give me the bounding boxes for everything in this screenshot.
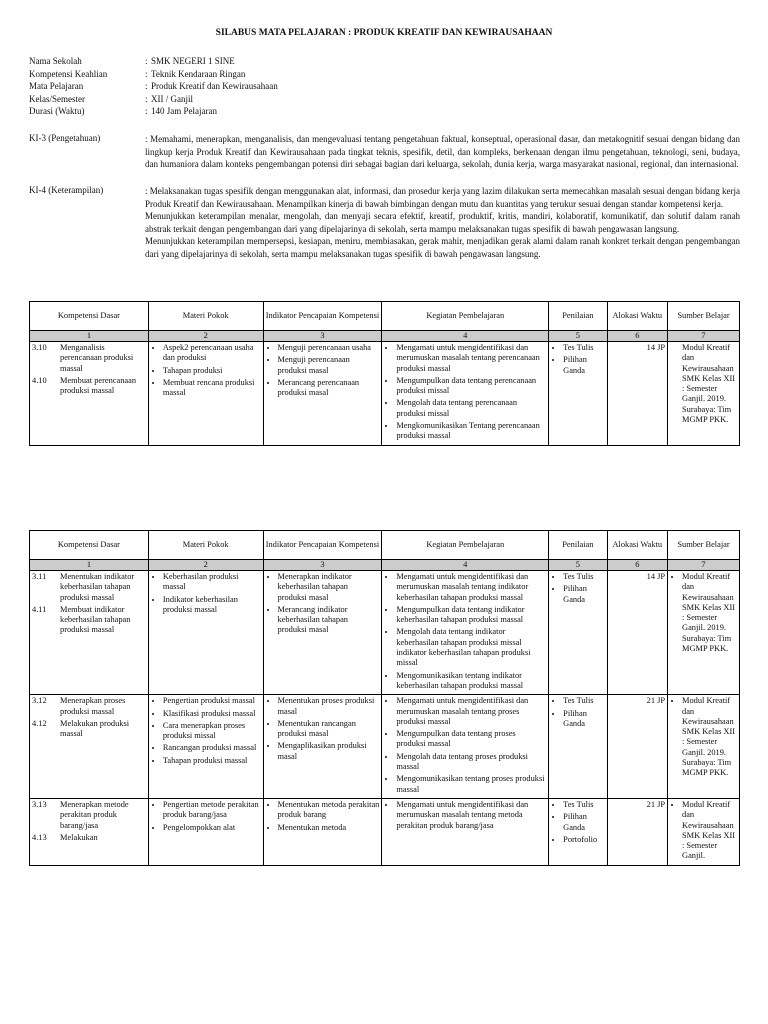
column-number: 5 bbox=[549, 560, 607, 571]
kd-cell bbox=[30, 798, 149, 865]
indikator-cell bbox=[263, 342, 382, 446]
kd-text: Membuat perencanaan produksi massal bbox=[60, 375, 137, 396]
kd-text: Menerapkan proses produksi massal bbox=[60, 696, 126, 716]
alokasi-cell: 14 JP bbox=[607, 571, 667, 695]
indikator-list bbox=[266, 343, 380, 398]
materi-cell bbox=[148, 695, 263, 799]
penilaian-list bbox=[551, 572, 604, 605]
penilaian-item: • Tes Tulis bbox=[563, 696, 604, 706]
indikator-list bbox=[266, 800, 380, 833]
column-header: Alokasi Waktu bbox=[607, 531, 667, 560]
ki3-block bbox=[29, 133, 740, 171]
materi-cell bbox=[148, 342, 263, 446]
meta-colon: : bbox=[145, 56, 148, 66]
meta-row bbox=[29, 68, 278, 81]
column-header: Kegiatan Pembelajaran bbox=[382, 531, 549, 560]
materi-item: • Pengelompokkan alat bbox=[163, 823, 261, 833]
sumber-cell bbox=[668, 342, 740, 446]
number-row bbox=[30, 560, 740, 571]
table-row bbox=[30, 695, 740, 799]
column-header: Kompetensi Dasar bbox=[30, 302, 149, 331]
kd-entry bbox=[32, 376, 146, 397]
materi-cell bbox=[148, 798, 263, 865]
column-number: 5 bbox=[549, 331, 607, 342]
kd-entry bbox=[32, 719, 146, 740]
kd-cell bbox=[30, 571, 149, 695]
materi-list bbox=[151, 696, 261, 766]
indikator-item: • Menguji perencanaan produksi masal bbox=[278, 355, 380, 376]
indikator-item: • Menentukan rancangan produksi masal bbox=[278, 719, 380, 740]
column-number: 3 bbox=[263, 560, 382, 571]
kd-cell bbox=[30, 342, 149, 446]
materi-item: • Pengertian metode perakitan produk barang/jasa bbox=[163, 800, 261, 821]
meta-colon: : bbox=[145, 106, 148, 117]
kd-number: 4.13 bbox=[32, 832, 47, 842]
penilaian-item: • Pilihan Ganda bbox=[563, 355, 604, 376]
kegiatan-item: • Mengolah data tentang perencanaan produksi missal bbox=[396, 398, 546, 419]
kd-text: Menerapkan metode perakitan produk barang/jasa bbox=[60, 799, 129, 830]
penilaian-cell bbox=[549, 798, 607, 865]
kegiatan-list bbox=[384, 572, 546, 691]
ki4-block bbox=[29, 185, 740, 261]
meta-label: Mata Pelajaran bbox=[29, 81, 84, 92]
kegiatan-item: • Mengomunikasikan tentang indikator keberhasilan tahapan produksi massal bbox=[396, 671, 546, 692]
table-row bbox=[30, 571, 740, 695]
meta-row bbox=[29, 80, 278, 93]
materi-item: • Tahapan produksi bbox=[163, 366, 261, 376]
kd-number: 4.12 bbox=[32, 718, 47, 728]
penilaian-item: • Tes Tulis bbox=[563, 800, 604, 810]
kegiatan-cell bbox=[382, 798, 549, 865]
indikator-item: • Menguji perencanaan usaha bbox=[278, 343, 380, 353]
sumber-item: • Modul Kreatif dan Kewirausahaan SMK Kelas XII : Semester Ganjil. bbox=[682, 800, 737, 862]
meta-row bbox=[29, 93, 278, 106]
column-header: Indikator Pencapaian Kompetensi bbox=[263, 302, 382, 331]
meta-value: Produk Kreatif dan Kewirausahaan bbox=[151, 81, 278, 92]
column-number: 2 bbox=[148, 331, 263, 342]
meta-value: XII / Ganjil bbox=[151, 93, 193, 104]
sumber-item: • Modul Kreatif dan Kewirausahaan SMK Kelas XII : Semester Ganjil. 2019. Surabaya: Tim MGMP PKK. bbox=[682, 696, 737, 778]
materi-cell bbox=[148, 571, 263, 695]
kegiatan-item: • Mengkomunikasikan Tentang perencanaan produksi massal bbox=[396, 421, 546, 442]
kegiatan-list bbox=[384, 343, 546, 442]
header-row bbox=[30, 302, 740, 331]
meta-value: Teknik Kendaraan Ringan bbox=[151, 68, 246, 79]
column-header: Indikator Pencapaian Kompetensi bbox=[263, 531, 382, 560]
kegiatan-item: • Mengomunikasikan tentang proses produksi massal bbox=[396, 774, 546, 795]
indikator-item: • Mengaplikasikan produksi masal bbox=[278, 741, 380, 762]
penilaian-item: • Pilihan Ganda bbox=[563, 709, 604, 730]
ki4-paragraph: Menunjukkan keterampilan mempersepsi, kesiapan, meniru, membiasakan, gerak mahir, menjadikan gerak alami dalam ranah konkret terkait dengan pengembangan dari yang dipelajarinya di sekolah, serta mampu melaksanakan tugas spesifik di bawah pengawasan langsung. bbox=[145, 236, 740, 259]
penilaian-item: • Tes Tulis bbox=[563, 572, 604, 582]
indikator-cell bbox=[263, 798, 382, 865]
materi-item: • Rancangan produksi massal bbox=[163, 743, 261, 753]
kegiatan-list bbox=[384, 800, 546, 831]
indikator-item: • Menentukan metoda bbox=[278, 823, 380, 833]
meta-row bbox=[29, 105, 278, 118]
kegiatan-item: • Mengumpulkan data tentang perencanaan produksi missal bbox=[396, 376, 546, 397]
penilaian-cell bbox=[549, 342, 607, 446]
kegiatan-list bbox=[384, 696, 546, 795]
column-header: Alokasi Waktu bbox=[607, 302, 667, 331]
ki3-text: : Memahami, menerapkan, menganalisis, dan mengevaluasi tentang pengetahuan faktual, konseptual, operasional dasar, dan metakognitif sesuai dengan bidang dan lingkup kerja Produk Kreatif dan Kewirausahaan pada tingkat teknis, spesifik, detil, dan kompleks, berkenaan dengan ilmu pengetahuan, teknologi, seni, budaya, dan humaniora dalam konteks pengembangan potensi diri sebagai bagian dari keluarga, sekolah, dunia kerja, warga masyarakat nasional, regional, dan internasional. bbox=[145, 134, 740, 170]
indikator-list bbox=[266, 572, 380, 636]
meta-colon: : bbox=[145, 93, 148, 104]
indikator-item: • Menentukan metoda perakitan produk barang bbox=[278, 800, 380, 821]
materi-item: • Indikator keberhasilan produksi massal bbox=[163, 595, 261, 616]
penilaian-list bbox=[551, 696, 604, 729]
column-number: 7 bbox=[668, 560, 740, 571]
meta-label: Durasi (Waktu) bbox=[29, 106, 85, 117]
penilaian-item: • Pilihan Ganda bbox=[563, 812, 604, 833]
sumber-cell bbox=[668, 798, 740, 865]
penilaian-cell bbox=[549, 695, 607, 799]
alokasi-cell: 14 JP bbox=[607, 342, 667, 446]
kd-entry bbox=[32, 572, 146, 603]
materi-list bbox=[151, 572, 261, 615]
kegiatan-item: • Mengumpulkan data tentang proses produksi massal bbox=[396, 729, 546, 750]
indikator-cell bbox=[263, 571, 382, 695]
column-header: Sumber Belajar bbox=[668, 531, 740, 560]
identity-block bbox=[29, 55, 278, 118]
kegiatan-cell bbox=[382, 571, 549, 695]
penilaian-item: • Tes Tulis bbox=[563, 343, 604, 353]
column-number: 3 bbox=[263, 331, 382, 342]
meta-colon: : bbox=[145, 81, 148, 92]
materi-item: • Cara menerapkan proses produksi missal bbox=[163, 721, 261, 742]
sumber-list bbox=[670, 800, 737, 862]
column-number: 2 bbox=[148, 560, 263, 571]
kegiatan-item: • Mengamati untuk mengidentifikasi dan merumuskan masalah tentang indikator keberhasilan tahapan produksi massal bbox=[396, 572, 546, 603]
ki4-paragraph: Menunjukkan keterampilan menalar, mengolah, dan menyaji secara efektif, kreatif, produktif, kritis, mandiri, kolaboratif, komunikatif, dan solutif dalam ranah abstrak terkait dengan pengembangan dari yang dipelajarinya di sekolah, serta mampu melaksanakan tugas spesifik di bawah pengawasan langsung. bbox=[145, 211, 740, 234]
sumber-text: Modul Kreatif dan Kewirausahaan SMK Kelas XII : Semester Ganjil. 2019. Surabaya: Tim MGMP PKK. bbox=[682, 343, 736, 425]
materi-item: • Keberhasilan produksi massal bbox=[163, 572, 261, 593]
meta-row bbox=[29, 55, 278, 68]
materi-list bbox=[151, 343, 261, 398]
column-number: 6 bbox=[607, 331, 667, 342]
kd-text: Melakukan produksi massal bbox=[60, 718, 130, 739]
indikator-list bbox=[266, 696, 380, 762]
meta-colon: : bbox=[145, 68, 148, 79]
kd-number: 3.11 bbox=[32, 572, 47, 581]
kd-cell bbox=[30, 695, 149, 799]
column-number: 4 bbox=[382, 331, 549, 342]
column-header: Kegiatan Pembelajaran bbox=[382, 302, 549, 331]
meta-label: Nama Sekolah bbox=[29, 56, 82, 66]
column-number: 6 bbox=[607, 560, 667, 571]
column-header: Kompetensi Dasar bbox=[30, 531, 149, 560]
sumber-item: • Modul Kreatif dan Kewirausahaan SMK Kelas XII : Semester Ganjil. 2019. Surabaya: Tim MGMP PKK. bbox=[682, 572, 737, 654]
table-row bbox=[30, 342, 740, 446]
column-header: Penilaian bbox=[549, 531, 607, 560]
column-header: Materi Pokok bbox=[148, 531, 263, 560]
kd-text: Melakukan bbox=[60, 832, 98, 842]
indikator-item: • Menerapkan indikator keberhasilan tahapan produksi masal bbox=[278, 572, 380, 603]
indikator-item: • Merancang perencanaan produksi masal bbox=[278, 378, 380, 399]
kd-number: 3.10 bbox=[32, 343, 47, 352]
indikator-item: • Merancang indikator keberhasilan tahapan produksi masal bbox=[278, 605, 380, 636]
sumber-cell bbox=[668, 695, 740, 799]
meta-label: Kompetensi Keahlian bbox=[29, 68, 108, 79]
number-row bbox=[30, 331, 740, 342]
materi-item: • Aspek2 perencanaan usaha dan produksi bbox=[163, 343, 261, 364]
sumber-list bbox=[670, 696, 737, 778]
syllabus-table-2 bbox=[29, 530, 740, 866]
materi-item: • Membuat rencana produksi massal bbox=[163, 378, 261, 399]
kegiatan-item: • Mengamati untuk mengidentifikasi dan merumuskan masalah tentang metoda perakitan produk barang/jasa bbox=[396, 800, 546, 831]
penilaian-list bbox=[551, 800, 604, 845]
kd-text: Membuat indikator keberhasilan tahapan produksi massal bbox=[60, 604, 131, 635]
kd-entry bbox=[32, 800, 146, 831]
kd-entry bbox=[32, 343, 146, 374]
kegiatan-item: • Mengamati untuk mengidentifikasi dan merumuskan masalah tentang proses produksi massal bbox=[396, 696, 546, 727]
column-number: 1 bbox=[30, 331, 149, 342]
kegiatan-item: • Mengamati untuk mengidentifikasi dan merumuskan masalah tentang perencanaan produksi massal bbox=[396, 343, 546, 374]
meta-label: Kelas/Semester bbox=[29, 93, 85, 104]
kd-entry bbox=[32, 833, 146, 843]
kd-entry bbox=[32, 696, 146, 717]
table-row bbox=[30, 798, 740, 865]
column-number: 4 bbox=[382, 560, 549, 571]
kegiatan-item: • Mengumpulkan data tentang indikator keberhasilan tahapan produksi massal bbox=[396, 605, 546, 626]
meta-value: 140 Jam Pelajaran bbox=[151, 106, 217, 117]
kd-number: 3.13 bbox=[32, 799, 47, 809]
penilaian-item: • Portofolio bbox=[563, 835, 604, 845]
kegiatan-cell bbox=[382, 695, 549, 799]
kegiatan-cell bbox=[382, 342, 549, 446]
column-header: Sumber Belajar bbox=[668, 302, 740, 331]
materi-item: • Tahapan produksi massal bbox=[163, 756, 261, 766]
syllabus-table-1 bbox=[29, 301, 740, 446]
kd-text: Menganalisis perencanaan produksi massal bbox=[60, 343, 134, 373]
ki4-label: KI-4 (Keterampilan) bbox=[29, 185, 104, 195]
penilaian-cell bbox=[549, 571, 607, 695]
indikator-item: • Menentukan proses produksi masal bbox=[278, 696, 380, 717]
alokasi-cell: 21 JP bbox=[607, 695, 667, 799]
ki4-text bbox=[145, 185, 740, 261]
materi-item: • Pengertian produksi massal bbox=[163, 696, 261, 706]
materi-list bbox=[151, 800, 261, 833]
column-header: Materi Pokok bbox=[148, 302, 263, 331]
sumber-cell bbox=[668, 571, 740, 695]
kd-number: 4.11 bbox=[32, 604, 47, 614]
page-title: SILABUS MATA PELAJARAN : PRODUK KREATIF DAN KEWIRAUSAHAAN bbox=[215, 28, 553, 38]
ki4-paragraph: : Melaksanakan tugas spesifik dengan menggunakan alat, informasi, dan prosedur kerja yang lazim dilakukan serta memecahkan masalah sesuai dengan bidang kerja Produk Kreatif dan Kewirausahaan. Menampilkan kinerja di bawah bimbingan dengan mutu dan kuantitas yang terukur sesuai dengan standar kompetensi kerja. bbox=[145, 186, 740, 209]
penilaian-item: • Pilihan Ganda bbox=[563, 584, 604, 605]
sumber-list bbox=[670, 572, 737, 654]
meta-value: SMK NEGERI 1 SINE bbox=[151, 56, 235, 66]
ki3-label: KI-3 (Pengetahuan) bbox=[29, 133, 101, 143]
penilaian-list bbox=[551, 343, 604, 376]
kd-text: Menentukan indikator keberhasilan tahapan produksi massal bbox=[60, 572, 135, 602]
kd-entry bbox=[32, 605, 146, 636]
materi-item: • Klasifikasi produksi massal bbox=[163, 709, 261, 719]
kegiatan-item: • Mengolah data tentang indikator keberhasilan tahapan produksi missal indikator keberhasilan tahapan produksi missal bbox=[396, 627, 546, 668]
column-number: 1 bbox=[30, 560, 149, 571]
kd-number: 3.12 bbox=[32, 696, 47, 706]
kegiatan-item: • Mengolah data tentang proses produksi massal bbox=[396, 752, 546, 773]
header-row bbox=[30, 531, 740, 560]
alokasi-cell: 21 JP bbox=[607, 798, 667, 865]
column-header: Penilaian bbox=[549, 302, 607, 331]
indikator-cell bbox=[263, 695, 382, 799]
column-number: 7 bbox=[668, 331, 740, 342]
kd-number: 4.10 bbox=[32, 375, 47, 385]
